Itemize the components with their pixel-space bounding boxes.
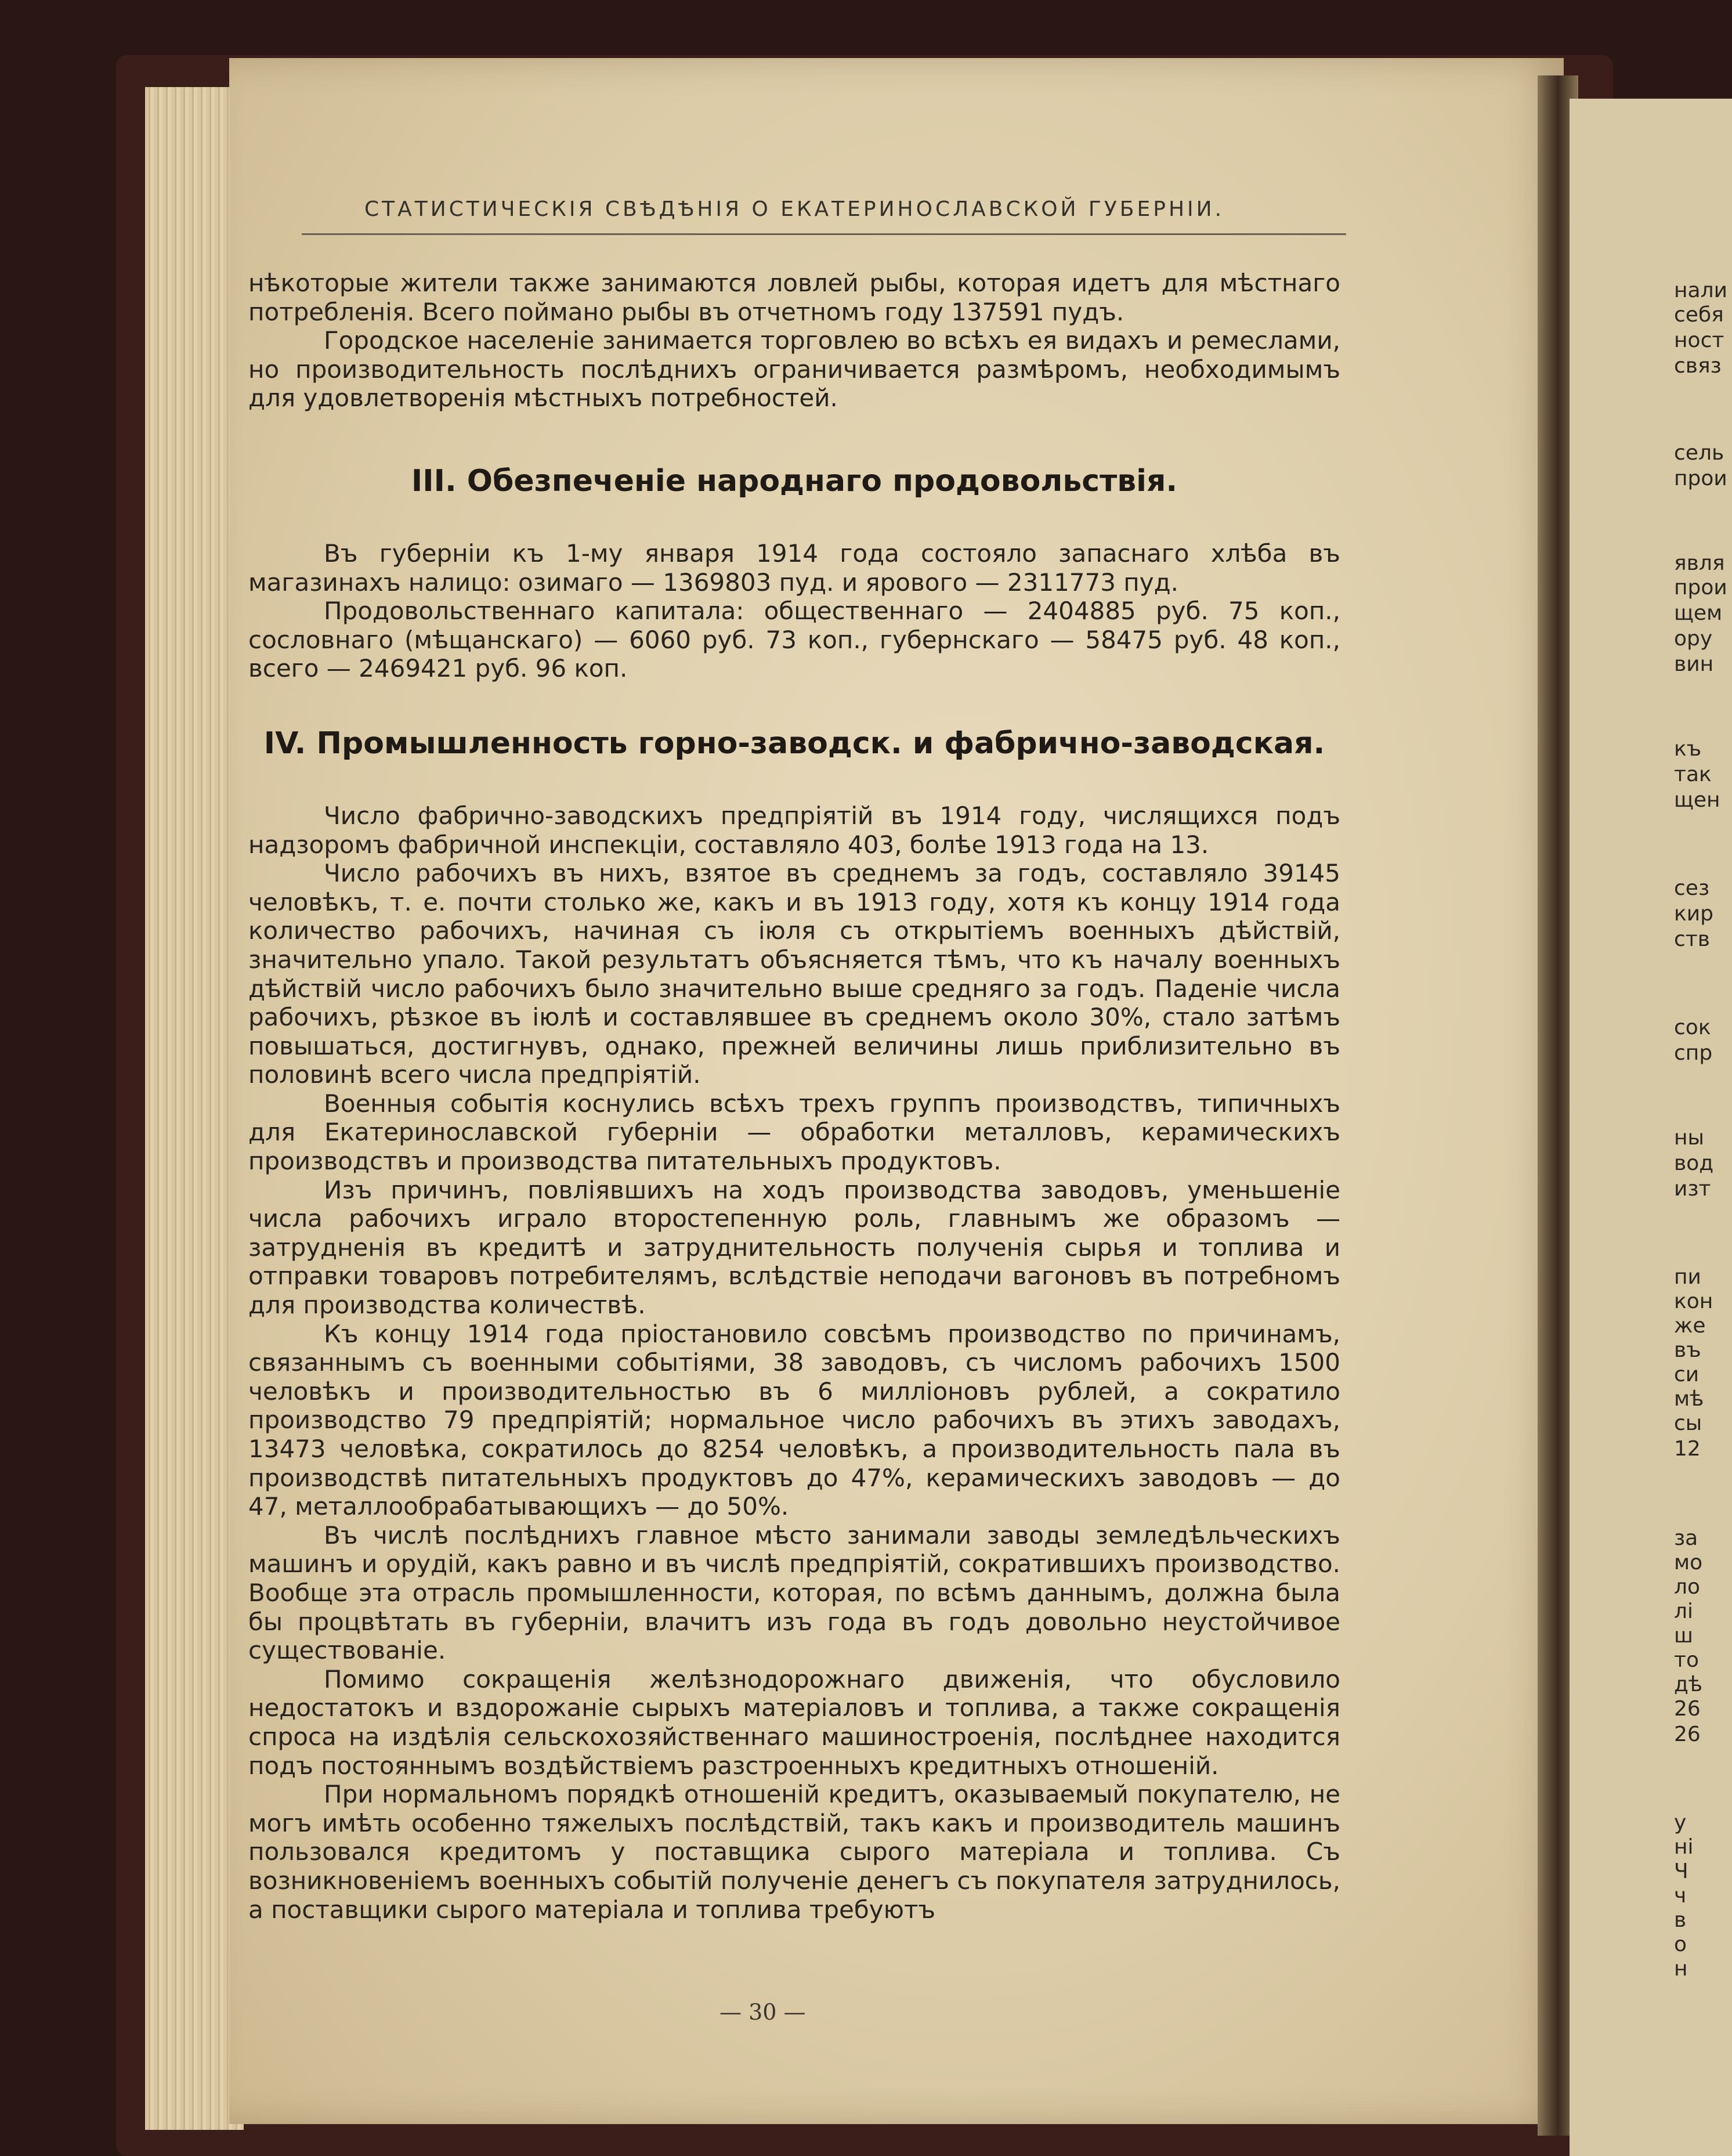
paragraph: Число рабочихъ въ нихъ, взятое въ среднемъ за годъ, составляло 39145 человѣкъ, т. е. почти столько же, какъ и въ 1913 году, хотя къ концу 1914 года количество рабочихъ, начиная съ іюля съ открытіемъ военныхъ дѣйствій, значительно упало. Такой результатъ объясняется тѣмъ, что къ началу военныхъ дѣйствій число рабочихъ было значительно выше средняго за годъ. Паденіе числа рабочихъ, рѣзкое въ іюлѣ и составлявшее въ среднемъ около 30%, стало затѣмъ повышаться, достигнувъ, однако, прежней величины лишь приблизительно въ половинѣ всего числа предпріятій. (248, 859, 1340, 1089)
right-page-fragment: сель (1674, 441, 1724, 465)
right-page-fragment: кир (1674, 902, 1713, 926)
right-page-fragment: себя (1674, 303, 1724, 327)
right-page-fragment: дѣ (1674, 1673, 1703, 1696)
right-page-fragment: сез (1674, 876, 1710, 900)
paragraph: Въ губерніи къ 1-му января 1914 года состояло запаснаго хлѣба въ магазинахъ налицо: озимаго — 1369803 пуд. и ярового — 2311773 пуд. (248, 539, 1340, 597)
paragraph: Продовольственнаго капитала: общественнаго — 2404885 руб. 75 коп., сословнаго (мѣщанскаго) — 6060 руб. 73 коп., губернскаго — 58475 руб. 48 коп., всего — 2469421 руб. 96 коп. (248, 597, 1340, 683)
right-page-fragment: же (1674, 1314, 1706, 1338)
right-page-fragment: пи (1674, 1265, 1701, 1289)
right-page-fragment: у (1674, 1811, 1687, 1834)
right-page-fragment: ору (1674, 627, 1713, 651)
right-page-fragment: ност (1674, 328, 1724, 352)
right-page-fragment: за (1674, 1526, 1698, 1550)
right-page-fragment: къ (1674, 737, 1702, 761)
right-page-fragment: явля (1674, 551, 1725, 575)
right-page-fragment: прои (1674, 467, 1727, 490)
right-page-fragment: вод (1674, 1151, 1714, 1175)
right-page-fragment: в (1674, 1908, 1687, 1932)
paragraph: Военныя событія коснулись всѣхъ трехъ группъ производствъ, типичныхъ для Екатеринославской губерніи — обработки металловъ, керамическихъ производствъ и производства питательныхъ продуктовъ. (248, 1089, 1340, 1176)
right-page-fragment: о (1674, 1933, 1687, 1956)
right-page-fragment: вин (1674, 652, 1714, 676)
right-page-fragment: нали (1674, 279, 1728, 302)
right-page-fragment: ло (1674, 1575, 1701, 1599)
right-page-fragment: кон (1674, 1290, 1713, 1313)
right-page-fragment: так (1674, 763, 1712, 786)
paragraph: нѣкоторые жители также занимаются ловлей рыбы, которая идетъ для мѣстнаго потребленія. Всего поймано рыбы въ отчетномъ году 137591 пудъ. (248, 269, 1340, 326)
right-page-fragment: спр (1674, 1041, 1713, 1065)
right-page-fragment: въ (1674, 1338, 1701, 1362)
section-heading-iv: IV. Промышленность горно-заводск. и фабрично-заводская. (263, 725, 1325, 761)
right-page-fragment: мо (1674, 1551, 1703, 1574)
right-page-fragment: си (1674, 1363, 1700, 1386)
right-page-fragment: 12 (1674, 1437, 1701, 1461)
right-page-fragment: ч (1674, 1884, 1687, 1908)
paragraph: Городское населеніе занимается торговлею во всѣхъ ея видахъ и ремеслами, но производительность послѣднихъ ограничивается размѣромъ, необходимымъ для удовлетворенія мѣстныхъ потребностей. (248, 326, 1340, 413)
right-page-fragment: 26 (1674, 1722, 1701, 1746)
right-page-fragment: ш (1674, 1624, 1693, 1648)
right-page-fragment: ны (1674, 1126, 1704, 1150)
running-head: СТАТИСТИЧЕСКІЯ СВѢДѢНІЯ О ЕКАТЕРИНОСЛАВСКОЙ ГУБЕРНІИ. (364, 197, 1225, 221)
right-page-fragment: сок (1674, 1016, 1711, 1039)
right-page-fragment: н (1674, 1957, 1688, 1981)
right-page-fragment: прои (1674, 576, 1727, 600)
paragraph: Изъ причинъ, повліявшихъ на ходъ производства заводовъ, уменьшеніе числа рабочихъ играло второстепенную роль, главнымъ же образомъ — затрудненія въ кредитѣ и затруднительность полученія сырья и топлива и отправки товаровъ потребителямъ, вслѣдствіе неподачи вагоновъ въ потребномъ для производства количествѣ. (248, 1175, 1340, 1320)
right-page-fragment: ні (1674, 1835, 1694, 1859)
right-page-fragment: лі (1674, 1599, 1694, 1623)
right-page-fragment: щен (1674, 788, 1720, 812)
right-page-fragment: ств (1674, 927, 1710, 951)
right-page-fragment: щем (1674, 601, 1723, 625)
right-page-fragment: то (1674, 1648, 1699, 1672)
page-text (248, 197, 1340, 1924)
right-page-fragment: 26 (1674, 1697, 1701, 1721)
paragraph: Помимо сокращенія желѣзнодорожнаго движенія, что обусловило недостатокъ и вздорожаніе сырыхъ матеріаловъ и топлива, а также сокращенія спроса на издѣлія сельскохозяйственнаго машиностроенія, послѣднее находится подъ постояннымъ воздѣйствіемъ разстроенныхъ кредитныхъ отношеній. (248, 1664, 1340, 1780)
section-heading-iii: III. Обезпеченіе народнаго продовольствія. (411, 463, 1178, 499)
right-page-fragment: сы (1674, 1411, 1702, 1435)
paragraph: Въ числѣ послѣднихъ главное мѣсто занимали заводы земледѣльческихъ машинъ и орудій, какъ равно и въ числѣ предпріятій, сократившихъ производство. Вообще эта отрасль промышленности, которая, по всѣмъ даннымъ, должна была бы процвѣтать въ губерніи, влачитъ изъ года въ годъ довольно неустойчивое существованіе. (248, 1521, 1340, 1665)
right-page-fragment: изт (1674, 1177, 1711, 1201)
right-page-fragment: мѣ (1674, 1387, 1704, 1411)
paragraph: При нормальномъ порядкѣ отношеній кредитъ, оказываемый покупателю, не могъ имѣть особенно тяжелыхъ послѣдствій, такъ какъ и производитель машинъ пользовался кредитомъ у поставщика сырого матеріала и топлива. Съ возникновеніемъ военныхъ событій полученіе денегъ съ покупателя затруднилось, а поставщики сырого матеріала и топлива требуютъ (248, 1780, 1340, 1924)
right-page (1570, 99, 1732, 2156)
paragraph: Къ концу 1914 года пріостановило совсѣмъ производство по причинамъ, связаннымъ съ военными событіями, 38 заводовъ, съ числомъ рабочихъ 1500 человѣкъ и производительностью въ 6 милліоновъ рублей, а сократило производство 79 предпріятій; нормальное число рабочихъ въ этихъ заводахъ, 13473 человѣка, сократилось до 8254 человѣкъ, а производительность пала въ производствѣ питательныхъ продуктовъ до 47%, керамическихъ заводовъ — до 47, металлообрабатывающихъ — до 50%. (248, 1319, 1340, 1521)
right-page-fragment: связ (1674, 354, 1722, 378)
page-number: — 30 — (719, 1999, 806, 2025)
paragraph: Число фабрично-заводскихъ предпріятій въ 1914 году, числящихся подъ надзоромъ фабричной инспекціи, составляло 403, болѣе 1913 года на 13. (248, 801, 1340, 859)
right-page-fragment: Ч (1674, 1859, 1688, 1883)
